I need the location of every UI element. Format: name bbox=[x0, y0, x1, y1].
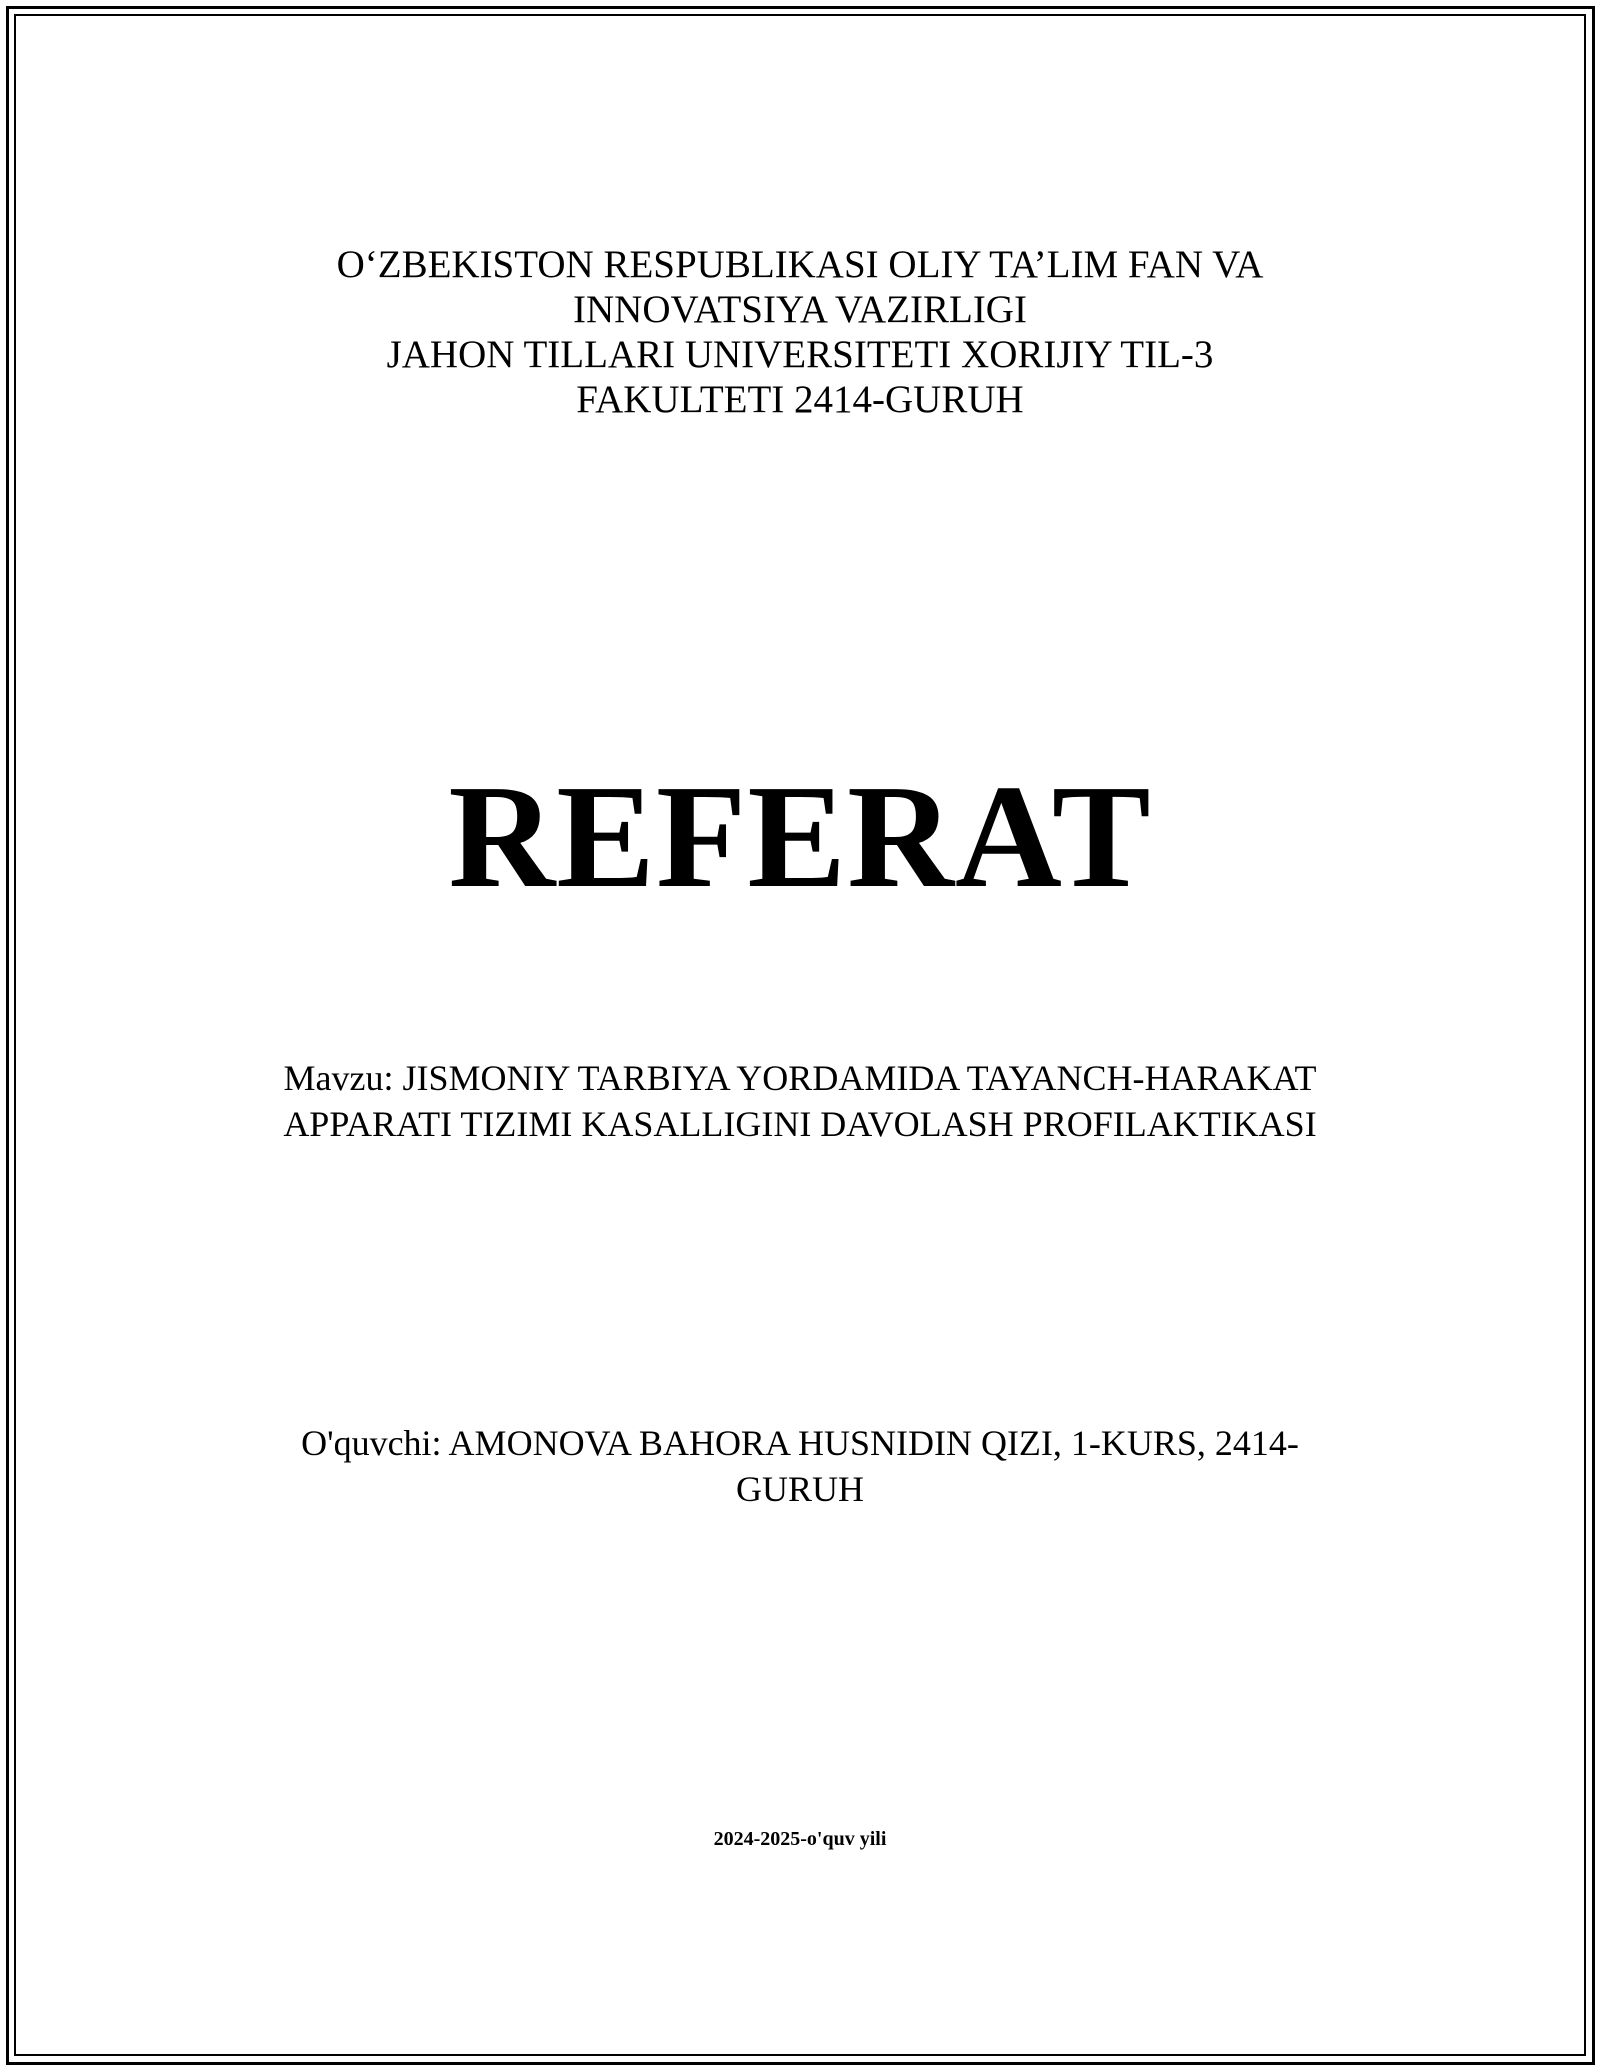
topic-line: Mavzu: JISMONIY TARBIYA YORDAMIDA TAYANCH-HARAKAT bbox=[283, 1058, 1317, 1098]
student-line: GURUH bbox=[735, 1469, 864, 1509]
header-line: O‘ZBEKISTON RESPUBLIKASI OLIY TA’LIM FAN VA bbox=[336, 243, 1264, 286]
topic-block bbox=[0, 1055, 1600, 1147]
institution-header bbox=[0, 242, 1600, 422]
header-line: JAHON TILLARI UNIVERSITETI XORIJIY TIL-3 bbox=[386, 333, 1214, 376]
student-line: O'quvchi: AMONOVA BAHORA HUSNIDIN QIZI, 1-KURS, 2414- bbox=[301, 1423, 1299, 1463]
header-line: FAKULTETI 2414-GURUH bbox=[576, 378, 1024, 421]
academic-year: 2024-2025-o'quv yili bbox=[713, 1828, 887, 1850]
document-title: REFERAT bbox=[448, 755, 1152, 919]
header-line: INNOVATSIYA VAZIRLIGI bbox=[573, 288, 1027, 331]
topic-line: APPARATI TIZIMI KASALLIGINI DAVOLASH PROFILAKTIKASI bbox=[283, 1104, 1317, 1144]
student-block bbox=[0, 1420, 1600, 1512]
